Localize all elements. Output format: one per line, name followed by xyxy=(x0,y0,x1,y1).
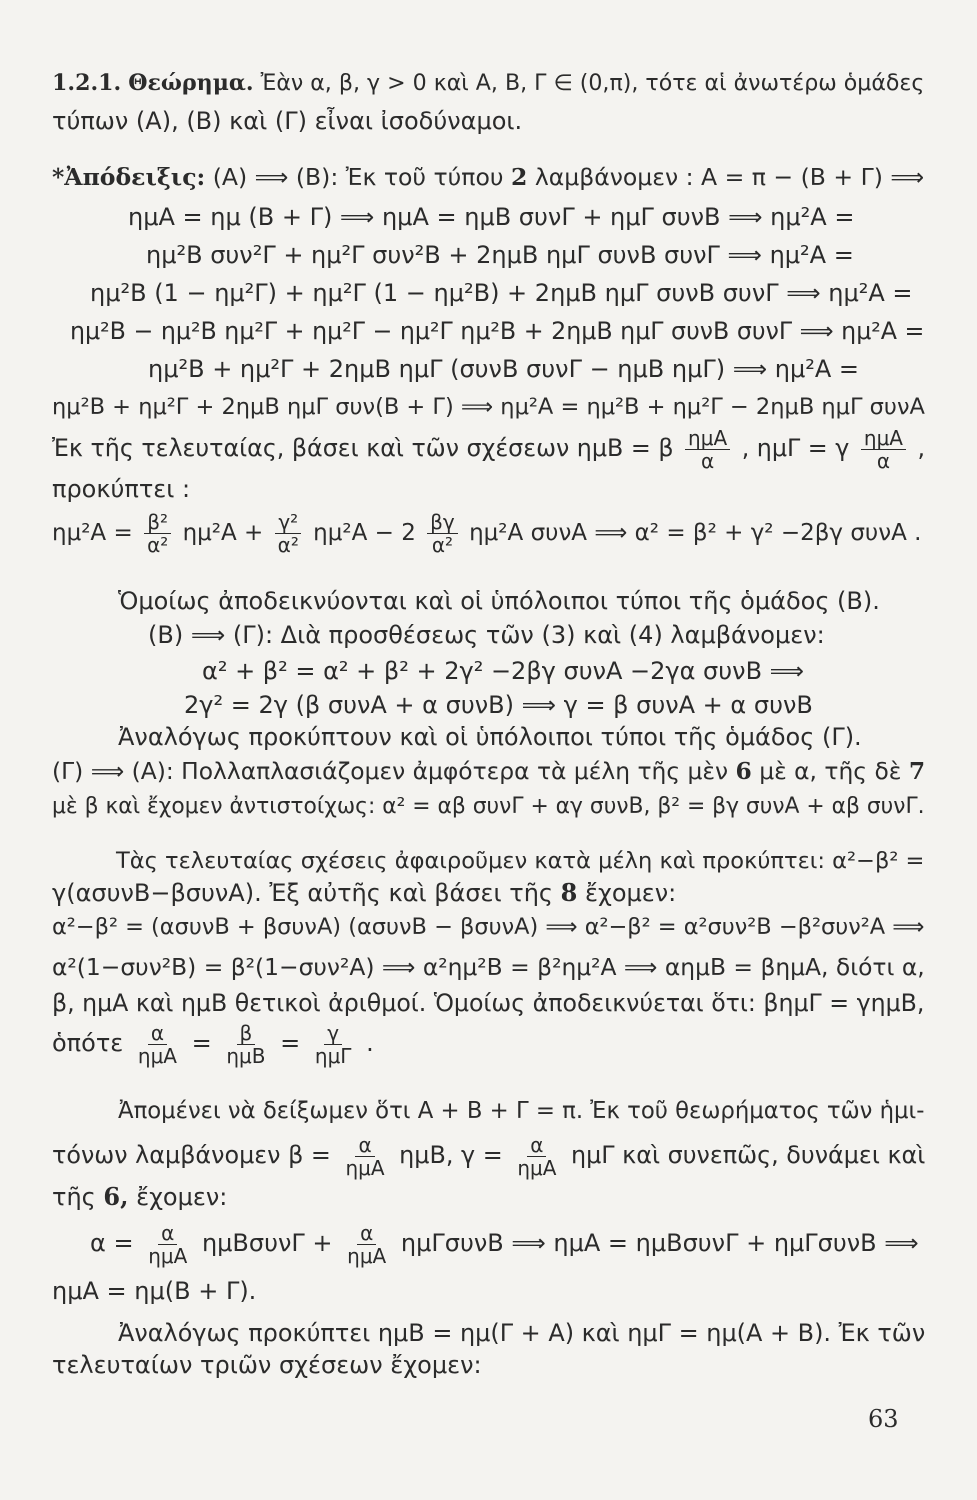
proof-label: *Ἀπόδειξις: xyxy=(52,163,206,191)
numerator: α xyxy=(357,1222,376,1245)
equation-line: α²(1−συν²Β) = β²(1−συν²Α) ⟹ α²ημ²Β = β²ημ²Α ⟹ αημΒ = βημΑ, διότι α, xyxy=(52,953,925,981)
equation-line xyxy=(52,1014,374,1072)
formula-ref-2: 2 xyxy=(510,163,528,191)
equation-line: ημ²Β − ημ²Β ημ²Γ + ημ²Γ − ημ²Γ ημ²Β + 2ημΒ ημΓ συνΒ συνΓ ⟹ ημ²Α = xyxy=(70,317,925,345)
proof-text: ἔχομεν: xyxy=(136,1183,228,1211)
proof-text: (Γ) ⟹ (Α): Πολλαπλασιάζομεν ἀμφότερα τὰ μέλη τῆς μὲν xyxy=(52,757,729,785)
proof-text: , ημΓ = γ xyxy=(741,434,850,462)
theorem-number: 1.2.1. xyxy=(52,70,122,96)
equation-part: ημ²Α = xyxy=(52,520,133,546)
proof-line: Ἀπομένει νὰ δείξωμεν ὅτι Α + Β + Γ = π. Ἐκ τοῦ θεωρήματος τῶν ἡμι- xyxy=(118,1098,925,1124)
proof-text: τόνων λαμβάνομεν β = xyxy=(52,1141,331,1169)
numerator: ημΑ xyxy=(685,427,730,450)
proof-text: Ἐκ τῆς τελευταίας, βάσει καὶ τῶν σχέσεων ημΒ = β xyxy=(52,434,674,462)
numerator: γ xyxy=(324,1022,342,1045)
equation-line: ημ²Β + ημ²Γ + 2ημΒ ημΓ συν(Β + Γ) ⟹ ημ²Α = ημ²Β + ημ²Γ − 2ημΒ ημΓ συνΑ xyxy=(52,394,925,420)
theorem-line-2: τύπων (Α), (Β) καὶ (Γ) εἶναι ἰσοδύναμοι. xyxy=(52,107,523,135)
numerator: β² xyxy=(144,511,171,534)
proof-line: μὲ β καὶ ἔχομεν ἀντιστοίχως: α² = αβ συνΓ + αγ συνΒ, β² = βγ συνΑ + αβ συνΓ. xyxy=(52,794,925,819)
proof-line xyxy=(52,756,925,786)
equation-line: ημ²Β συν²Γ + ημ²Γ συν²Β + 2ημΒ ημΓ συνΒ συνΓ ⟹ ημ²Α = xyxy=(146,241,854,269)
equation-line: ημΑ = ημ(Β + Γ). xyxy=(52,1277,257,1305)
equation-part: ημ²Α − 2 xyxy=(313,520,416,546)
proof-line: β, ημΑ καὶ ημΒ θετικοὶ ἀριθμοί. Ὁμοίως ἀποδεικνύεται ὅτι: βημΓ = γημΒ, xyxy=(52,989,925,1017)
denominator: ημΑ xyxy=(148,1243,188,1268)
proof-text: (Α) ⟹ (Β): Ἐκ τοῦ τύπου xyxy=(212,163,504,191)
theorem-text-1: Ἐὰν α, β, γ > 0 καὶ Α, Β, Γ ∈ (0,π), τότε αἱ ἀνωτέρω ὁμάδες xyxy=(260,70,925,96)
proof-text: ημΒ, γ = xyxy=(399,1141,503,1169)
proof-line-1 xyxy=(52,162,924,192)
fraction xyxy=(342,1134,387,1179)
proof-text: γ(ασυνΒ−βσυνΑ). Ἐξ αὐτῆς καὶ βάσει τῆς xyxy=(52,879,554,907)
equals-sign: = xyxy=(280,1029,301,1057)
equals-sign: = xyxy=(191,1029,212,1057)
numerator: β xyxy=(237,1022,256,1045)
fraction xyxy=(861,427,906,472)
equation-part: ημΒσυνΓ + xyxy=(201,1229,333,1257)
proof-line: Ἀναλόγως προκύπτει ημΒ = ημ(Γ + Α) καὶ ημΓ = ημ(Α + Β). Ἐκ τῶν xyxy=(118,1319,926,1347)
equation-line: α²−β² = (ασυνΒ + βσυνΑ) (ασυνΒ − βσυνΑ) ⟹ α²−β² = α²συν²Β −β²συν²Α ⟹ xyxy=(52,914,925,940)
equation-line xyxy=(52,1126,925,1184)
denominator: α xyxy=(701,449,715,473)
denominator: ημΒ xyxy=(226,1043,266,1068)
fraction xyxy=(427,511,458,556)
proof-line: Ἀναλόγως προκύπτουν καὶ οἱ ὑπόλοιποι τύποι τῆς ὁμάδος (Γ). xyxy=(118,723,862,751)
proof-line: (Β) ⟹ (Γ): Διὰ προσθέσεως τῶν (3) καὶ (4) λαμβάνομεν: xyxy=(148,621,825,649)
proof-text: μὲ α, τῆς δὲ xyxy=(759,757,902,785)
fraction xyxy=(344,1222,389,1267)
formula-ref-7: 7 xyxy=(908,757,926,785)
denominator: α² xyxy=(431,533,454,557)
proof-text: ὁπότε xyxy=(52,1029,124,1057)
denominator: ημΑ xyxy=(517,1156,557,1180)
equation-line: ημ²Β (1 − ημ²Γ) + ημ²Γ (1 − ημ²Β) + 2ημΒ ημΓ συνΒ συνΓ ⟹ ημ²Α = xyxy=(90,279,913,307)
denominator: α xyxy=(876,449,891,473)
formula-ref-6: 6, xyxy=(103,1182,129,1211)
equation-line xyxy=(90,1214,919,1272)
proof-text: τῆς xyxy=(52,1183,96,1211)
numerator: ημΑ xyxy=(861,427,906,450)
proof-text: ἔχομεν: xyxy=(585,879,677,907)
denominator: ημΑ xyxy=(345,1156,385,1180)
fraction xyxy=(144,511,171,556)
proof-line: τελευταίων τριῶν σχέσεων ἔχομεν: xyxy=(52,1351,482,1379)
equation-line: ημ²Β + ημ²Γ + 2ημΒ ημΓ (συνΒ συνΓ − ημΒ ημΓ) ⟹ ημ²Α = xyxy=(148,355,860,383)
denominator: α² xyxy=(147,533,169,557)
denominator: ημΓ xyxy=(314,1043,352,1068)
equation-line: α² + β² = α² + β² + 2γ² −2βγ συνΑ −2γα συνΒ ⟹ xyxy=(202,657,805,685)
formula-ref-8: 8 xyxy=(560,878,578,907)
equation-line: 2γ² = 2γ (β συνΑ + α συνΒ) ⟹ γ = β συνΑ + α συνΒ xyxy=(184,691,813,719)
theorem-title: Θεώρημα. xyxy=(128,70,254,96)
proof-text: , xyxy=(917,434,926,462)
formula-ref-6: 6 xyxy=(735,757,752,785)
equation-part: ημ²Α + xyxy=(182,520,264,546)
fraction xyxy=(223,1022,268,1067)
equation-part: ημΓσυνΒ ⟹ ημΑ = ημΒσυνΓ + ημΓσυνΒ ⟹ xyxy=(400,1229,919,1257)
equation-part: α = xyxy=(90,1229,134,1257)
fraction xyxy=(275,511,302,556)
denominator: α² xyxy=(277,533,299,557)
denominator: ημΑ xyxy=(137,1043,177,1068)
numerator: βγ xyxy=(427,511,458,534)
proof-line: Ὁμοίως ἀποδεικνύονται καὶ οἱ ὑπόλοιποι τύποι τῆς ὁμάδος (Β). xyxy=(118,587,880,615)
proof-text: λαμβάνομεν : Α = π − (Β + Γ) ⟹ xyxy=(534,163,925,191)
denominator: ημΑ xyxy=(347,1243,387,1268)
fraction xyxy=(135,1022,180,1067)
period: . xyxy=(366,1029,374,1057)
theorem-line-1 xyxy=(52,68,924,98)
fraction xyxy=(145,1222,190,1267)
equation-part: ημ²Α συνΑ ⟹ α² = β² + γ² −2βγ συνΑ . xyxy=(469,520,922,546)
fraction xyxy=(514,1134,559,1179)
page-number: 63 xyxy=(868,1405,899,1433)
fraction xyxy=(312,1022,355,1067)
numerator: α xyxy=(148,1022,167,1045)
numerator: γ² xyxy=(275,511,301,534)
numerator: α xyxy=(158,1222,177,1245)
proof-line: Τὰς τελευταίας σχέσεις ἀφαιροῦμεν κατὰ μέλη καὶ προκύπτει: α²−β² = xyxy=(116,848,925,874)
numerator: α xyxy=(355,1134,374,1157)
proof-line: προκύπτει : xyxy=(52,475,191,503)
equation-line xyxy=(52,505,921,561)
relation-line xyxy=(52,422,925,474)
proof-line xyxy=(52,1182,227,1212)
proof-text: ημΓ καὶ συνεπῶς, δυνάμει καὶ xyxy=(571,1141,926,1169)
fraction xyxy=(685,427,730,472)
proof-line xyxy=(52,878,676,908)
equation-line: ημΑ = ημ (Β + Γ) ⟹ ημΑ = ημΒ συνΓ + ημΓ συνΒ ⟹ ημ²Α = xyxy=(128,203,855,231)
numerator: α xyxy=(527,1134,546,1157)
